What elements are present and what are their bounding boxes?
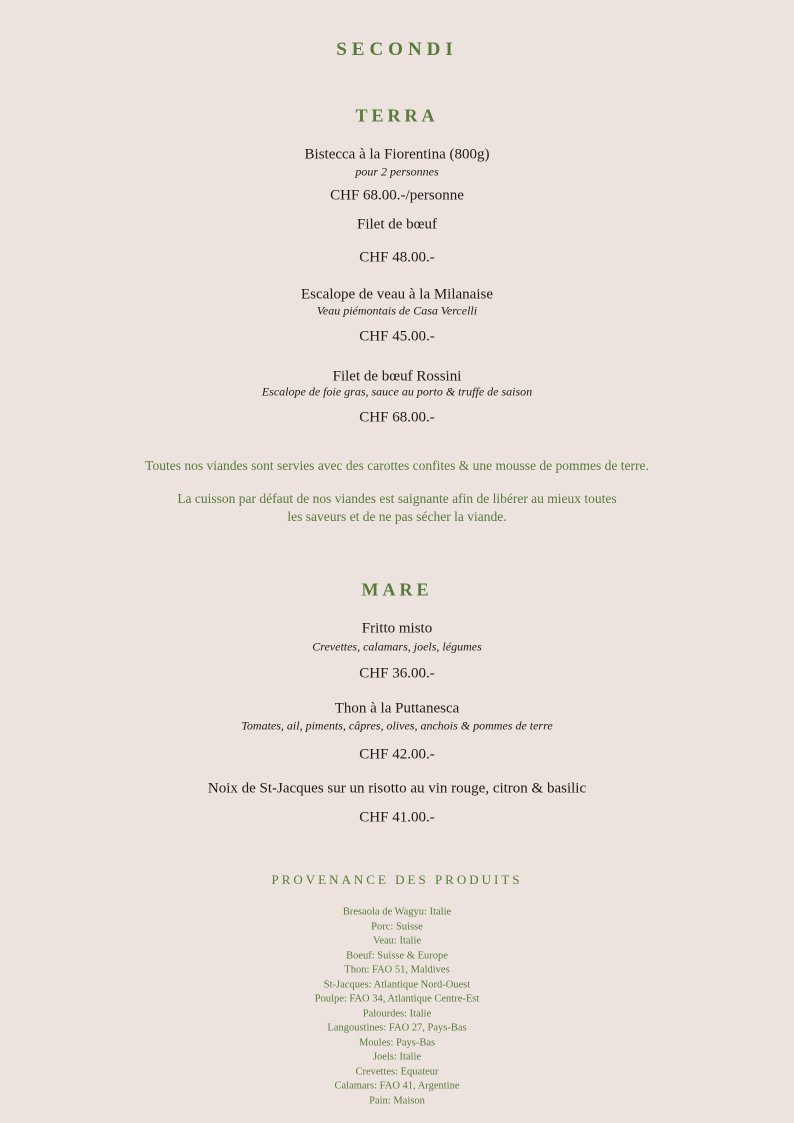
dish-description: pour 2 personnes <box>355 164 439 179</box>
dish-price: CHF 42.00.- <box>359 746 435 763</box>
provenance-item: Calamars: FAO 41, Argentine <box>334 1080 460 1092</box>
provenance-item: Bresaola de Wagyu: Italie <box>342 906 452 918</box>
page-title: SECONDI <box>336 39 458 60</box>
dish-name: Thon à la Puttanesca <box>334 700 460 717</box>
dish-description: Crevettes, calamars, joels, légumes <box>312 639 482 654</box>
dish-price: CHF 68.00.- <box>359 409 435 426</box>
provenance-item: Veau: Italie <box>372 935 422 947</box>
dish-name: Filet de bœuf Rossini <box>332 368 462 385</box>
provenance-item: St-Jacques: Atlantique Nord-Ouest <box>323 979 471 990</box>
provenance-item: Langoustines: FAO 27, Pays-Bas <box>327 1022 467 1034</box>
provenance-heading: PROVENANCE DES PRODUITS <box>271 872 523 887</box>
dish-price: CHF 48.00.- <box>359 249 435 266</box>
provenance-item: Thon: FAO 51, Maldives <box>344 964 450 976</box>
dish-description: Escalope de foie gras, sauce au porto & truffe de saison <box>261 384 533 399</box>
dish-description: Veau piémontais de Casa Vercelli <box>316 303 478 318</box>
dish-price: CHF 41.00.- <box>359 809 435 826</box>
cooking-note: La cuisson par défaut de nos viandes est saignante afin de libérer au mieux toutes <box>177 491 617 506</box>
dish-price: CHF 36.00.- <box>359 665 435 682</box>
meat-side-note: Toutes nos viandes sont servies avec des carottes confites & une mousse de pommes de terre. <box>145 458 649 473</box>
provenance-item: Joels: Italie <box>372 1051 422 1063</box>
section-heading-mare: MARE <box>361 579 433 600</box>
provenance-item: Poulpe: FAO 34, Atlantique Centre-Est <box>314 993 480 1005</box>
provenance-item: Palourdes: Italie <box>362 1008 432 1019</box>
provenance-item: Pain: Maison <box>369 1095 425 1106</box>
dish-description: Tomates, ail, piments, câpres, olives, anchois & pommes de terre <box>241 718 553 733</box>
dish-name: Fritto misto <box>361 620 433 637</box>
section-heading-terra: TERRA <box>355 105 439 126</box>
dish-price: CHF 45.00.- <box>359 328 435 345</box>
dish-name: Bistecca à la Fiorentina (800g) <box>304 146 490 163</box>
dish-price: CHF 68.00.-/personne <box>330 187 464 204</box>
dish-name: Noix de St-Jacques sur un risotto au vin rouge, citron & basilic <box>207 780 587 797</box>
provenance-item: Porc: Suisse <box>371 921 423 932</box>
cooking-note: les saveurs et de ne pas sécher la viande. <box>287 509 507 524</box>
dish-name: Escalope de veau à la Milanaise <box>301 286 493 303</box>
dish-name: Filet de bœuf <box>357 216 437 233</box>
provenance-item: Moules: Pays-Bas <box>358 1037 436 1048</box>
provenance-item: Crevettes: Equateur <box>355 1066 439 1077</box>
provenance-item: Boeuf: Suisse & Europe <box>346 950 448 961</box>
